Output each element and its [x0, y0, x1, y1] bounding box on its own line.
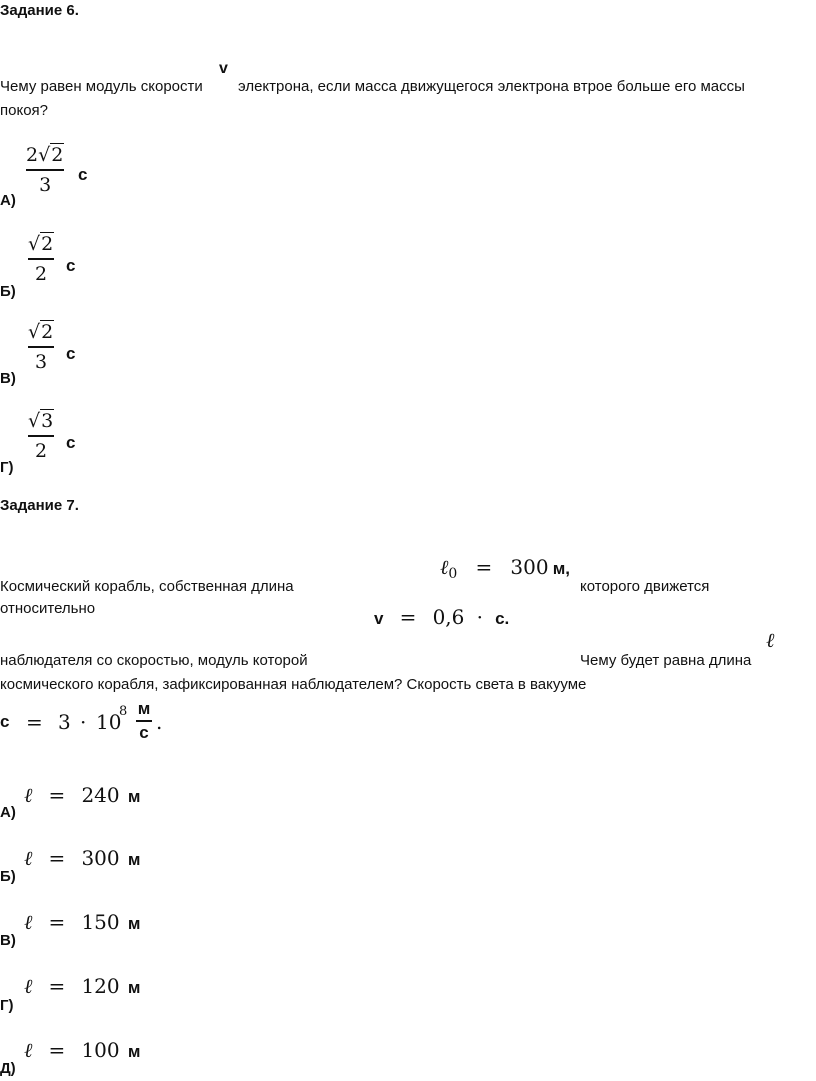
task7-option-a-unit: м — [127, 787, 141, 806]
task7-option-a-formula — [24, 783, 140, 808]
task7-option-b-letter: Б) — [0, 868, 16, 885]
task6-option-v-den: 3 — [35, 350, 48, 373]
task7-l0-unit: м, — [552, 559, 571, 578]
task7-option-g-unit: м — [127, 978, 141, 997]
task7-option-b-formula — [24, 846, 140, 871]
task7-l0-sub: 0 — [448, 566, 458, 582]
task7-option-a-eq: = — [48, 783, 66, 807]
task6-option-b-fraction: √2 2 — [28, 233, 54, 285]
task6-title: Задание 6. — [0, 2, 79, 19]
task7-c-symbol: с. — [495, 609, 510, 628]
task7-line2: относительно — [0, 600, 96, 617]
task7-c-formula-den: с — [139, 722, 149, 742]
task6-option-g-letter: Г) — [0, 459, 14, 476]
task7-c-formula-base: 10 — [96, 710, 122, 734]
task7-v-value: 0,6 — [432, 605, 465, 629]
task7-line3-b: Чему будет равна длина — [580, 652, 752, 669]
task7-l0-value: 300 — [510, 555, 549, 579]
task7-option-v-formula — [24, 910, 140, 935]
task7-c-formula-eq: = — [26, 710, 43, 734]
task7-option-v-symbol: ℓ — [24, 910, 33, 934]
task7-option-g-letter: Г) — [0, 997, 14, 1014]
task7-option-a-value: 240 — [81, 783, 120, 807]
task6-option-v-unit: с — [66, 344, 76, 363]
task7-l0-eq: = — [475, 555, 493, 579]
task7-option-a-letter: А) — [0, 804, 16, 821]
task7-c-formula-end: . — [156, 710, 163, 734]
task7-option-v-value: 150 — [81, 910, 120, 934]
task6-option-g-radicand: 3 — [41, 410, 54, 432]
task6-option-a-fraction: 2√2 3 — [26, 144, 64, 196]
task7-option-d-letter: Д) — [0, 1060, 16, 1077]
task7-v-eq: = — [399, 605, 417, 629]
task7-option-d-eq: = — [48, 1038, 66, 1062]
task6-velocity-symbol: v — [219, 60, 228, 77]
task6-option-g-fraction: √3 2 — [28, 410, 54, 462]
task7-line3-a: наблюдателя со скоростью, модуль которой — [0, 652, 308, 669]
task7-option-g-eq: = — [48, 974, 66, 998]
task7-option-g-formula — [24, 974, 140, 999]
task6-option-g-unit: с — [66, 433, 76, 452]
task7-l0-formula — [440, 555, 570, 582]
task7-line1-b: которого движется — [580, 578, 710, 595]
task7-option-b-value: 300 — [81, 846, 120, 870]
task7-c-formula-fraction — [136, 700, 152, 742]
task7-c-formula-dot: · — [80, 710, 87, 734]
task7-c-formula-c: с — [0, 712, 10, 731]
task7-option-d-value: 100 — [81, 1038, 120, 1062]
task7-option-d-symbol: ℓ — [24, 1038, 33, 1062]
task6-option-g-den: 2 — [35, 439, 48, 462]
task7-option-d-unit: м — [127, 1042, 141, 1061]
task7-line1-a: Космический корабль, собственная длина — [0, 578, 294, 595]
task7-line4: космического корабля, зафиксированная наблюдателем? Скорость света в вакууме — [0, 676, 587, 693]
task7-title: Задание 7. — [0, 497, 79, 514]
task6-option-a-radicand: 2 — [51, 144, 64, 166]
task6-text-before: Чему равен модуль скорости — [0, 78, 203, 95]
task6-option-a-den: 3 — [39, 173, 52, 196]
task6-option-v-fraction: √2 3 — [28, 321, 54, 373]
task6-option-b-letter: Б) — [0, 283, 16, 300]
task6-option-b-den: 2 — [35, 262, 48, 285]
task7-option-b-eq: = — [48, 846, 66, 870]
task6-option-a-unit: с — [78, 165, 88, 184]
task7-c-formula-exp: 8 — [119, 704, 128, 719]
task7-option-b-symbol: ℓ — [24, 846, 33, 870]
task7-option-g-value: 120 — [81, 974, 120, 998]
task6-text-line2: покоя? — [0, 102, 49, 119]
task6-option-a-coef: 2 — [26, 144, 39, 166]
task7-option-g-symbol: ℓ — [24, 974, 33, 998]
task7-c-formula-coef: 3 — [58, 710, 71, 734]
task6-option-v-radicand: 2 — [41, 321, 54, 343]
task7-v-dot: · — [476, 605, 483, 629]
task6-text-after: электрона, если масса движущегося электрона втрое больше его массы — [238, 78, 745, 95]
task7-ell-symbol: ℓ — [766, 628, 775, 652]
task6-option-v-letter: В) — [0, 370, 16, 387]
task7-option-v-unit: м — [127, 914, 141, 933]
task7-option-v-letter: В) — [0, 932, 16, 949]
task7-option-d-formula — [24, 1038, 140, 1063]
task7-option-a-symbol: ℓ — [24, 783, 33, 807]
task6-option-b-radicand: 2 — [41, 233, 54, 255]
task7-v-formula — [374, 605, 509, 629]
task7-c-formula-num: м — [137, 699, 151, 718]
task7-option-v-eq: = — [48, 910, 66, 934]
task7-v-symbol: v — [374, 609, 384, 628]
task7-option-b-unit: м — [127, 850, 141, 869]
task6-option-b-unit: с — [66, 256, 76, 275]
task6-option-a-letter: А) — [0, 192, 16, 209]
task7-l0-symbol: ℓ — [440, 555, 449, 579]
